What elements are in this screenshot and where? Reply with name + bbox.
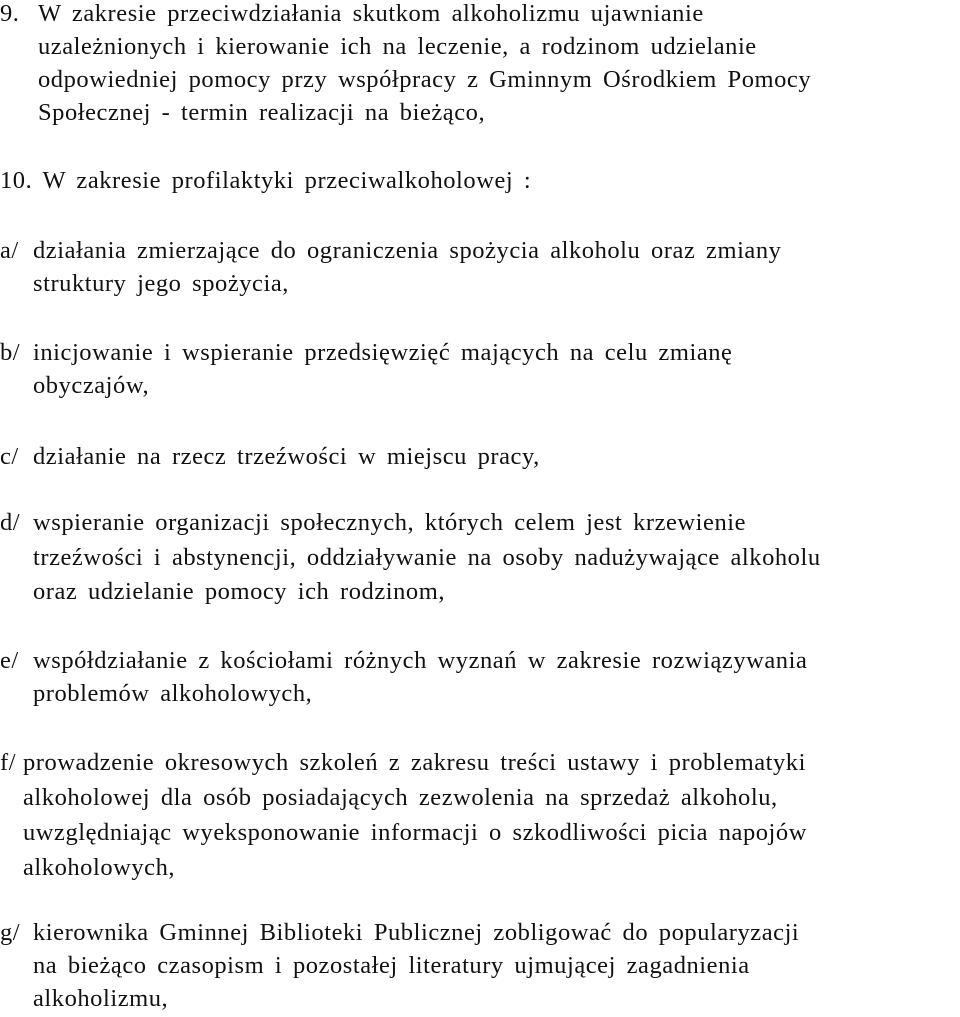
subitem-g-line-1: kierownika Gminnej Biblioteki Publicznej zobligować do popularyzacji bbox=[33, 919, 800, 946]
subitem-g-marker: g/ bbox=[0, 919, 21, 946]
subitem-g-line-3: alkoholizmu, bbox=[33, 985, 169, 1012]
subitem-f-line-4: alkoholowych, bbox=[23, 854, 176, 881]
subitem-d-line-2: trzeźwości i abstynencji, oddziaływanie na osoby nadużywające alkoholu bbox=[33, 544, 821, 571]
subitem-d-line-1: wspieranie organizacji społecznych, których celem jest krzewienie bbox=[33, 509, 747, 536]
subitem-a-line-2: struktury jego spożycia, bbox=[33, 270, 289, 297]
item-10-heading: 10. W zakresie profilaktyki przeciwalkoholowej : bbox=[0, 167, 532, 194]
subitem-d-line-3: oraz udzielanie pomocy ich rodzinom, bbox=[33, 578, 446, 605]
subitem-e-line-1: współdziałanie z kościołami różnych wyznań w zakresie rozwiązywania bbox=[33, 647, 808, 674]
subitem-b-line-1: inicjowanie i wspieranie przedsięwzięć mających na celu zmianę bbox=[33, 339, 733, 366]
item-9-line-1: W zakresie przeciwdziałania skutkom alkoholizmu ujawnianie bbox=[38, 0, 704, 27]
subitem-g-line-2: na bieżąco czasopism i pozostałej literatury ujmującej zagadnienia bbox=[33, 952, 750, 979]
item-9-number: 9. bbox=[0, 0, 20, 27]
subitem-e-line-2: problemów alkoholowych, bbox=[33, 680, 313, 707]
subitem-f-line-2: alkoholowej dla osób posiadających zezwolenia na sprzedaż alkoholu, bbox=[23, 784, 778, 811]
item-9-line-3: odpowiedniej pomocy przy współpracy z Gminnym Ośrodkiem Pomocy bbox=[38, 66, 812, 93]
subitem-a-line-1: działania zmierzające do ograniczenia spożycia alkoholu oraz zmiany bbox=[33, 237, 782, 264]
subitem-f-marker: f/ bbox=[0, 749, 17, 776]
item-9-line-2: uzależnionych i kierowanie ich na leczenie, a rodzinom udzielanie bbox=[38, 33, 757, 60]
subitem-a-marker: a/ bbox=[0, 237, 19, 264]
subitem-b-line-2: obyczajów, bbox=[33, 372, 150, 399]
subitem-c-line-1: działanie na rzecz trzeźwości w miejscu pracy, bbox=[33, 443, 540, 470]
subitem-e-marker: e/ bbox=[0, 647, 19, 674]
subitem-b-marker: b/ bbox=[0, 339, 21, 366]
subitem-c-marker: c/ bbox=[0, 443, 19, 470]
subitem-f-line-3: uwzględniając wyeksponowanie informacji o szkodliwości picia napojów bbox=[23, 819, 807, 846]
subitem-f-line-1: prowadzenie okresowych szkoleń z zakresu treści ustawy i problematyki bbox=[23, 749, 806, 776]
subitem-d-marker: d/ bbox=[0, 509, 21, 536]
item-9-line-4: Społecznej - termin realizacji na bieżąco, bbox=[38, 99, 486, 126]
